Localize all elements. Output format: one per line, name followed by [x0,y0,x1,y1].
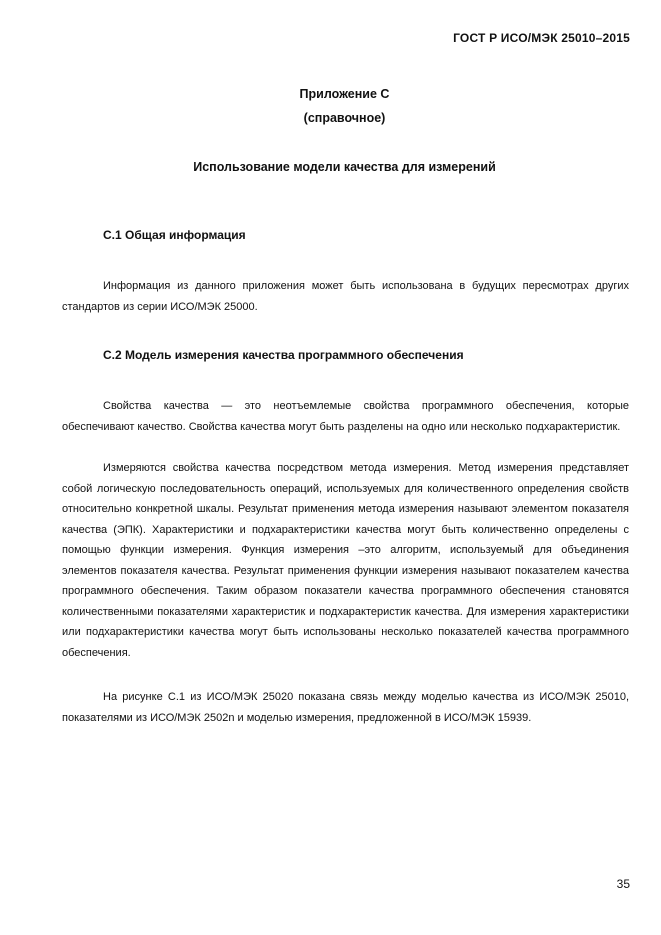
paragraph-quality-properties: Свойства качества — это неотъемлемые свойства программного обеспечения, которые обеспечивают качество. Свойства качества могут быть разделены на одно или несколько подхарактеристик. [62,400,629,433]
paragraph-measurement-method: Измеряются свойства качества посредством метода измерения. Метод измерения представляет собой логическую последовательность операций, используемых для количественного определения свойств относительно конкретной шкалы. Результат применения метода измерения называют элементом показателя качества (ЭПК). Характеристики и подхарактеристики качества могут быть количественно определены с помощью функции измерения. Функция измерения –это алгоритм, используемый для объединения элементов показателя качества. Результат применения функции измерения называют показателем качества программного обеспечения. Таким образом показатели качества программного обеспечения становятся количественными показателями характеристик и подхарактеристик качества. Для измерения характеристики или подхарактеристики качества могут быть использованы несколько показателей качества программного обеспечения. [62,462,629,659]
annex-topic-heading: Использование модели качества для измерений [193,160,496,174]
section-heading-c1: С.1 Общая информация [103,228,246,242]
section-heading-c2: С.2 Модель измерения качества программного обеспечения [103,348,464,362]
paragraph-general-info: Информация из данного приложения может быть использована в будущих пересмотрах других стандартов из серии ИСО/МЭК 25000. [62,280,629,313]
standard-identifier: ГОСТ Р ИСО/МЭК 25010–2015 [453,31,630,45]
paragraph-figure-reference: На рисунке С.1 из ИСО/МЭК 25020 показана связь между моделью качества из ИСО/МЭК 25010, показателями из ИСО/МЭК 2502n и моделью измерения, предложенной в ИСО/МЭК 15939. [62,691,629,724]
annex-subtitle: (справочное) [303,111,386,125]
page-number: 35 [616,877,630,891]
annex-title: Приложение С [299,87,390,101]
